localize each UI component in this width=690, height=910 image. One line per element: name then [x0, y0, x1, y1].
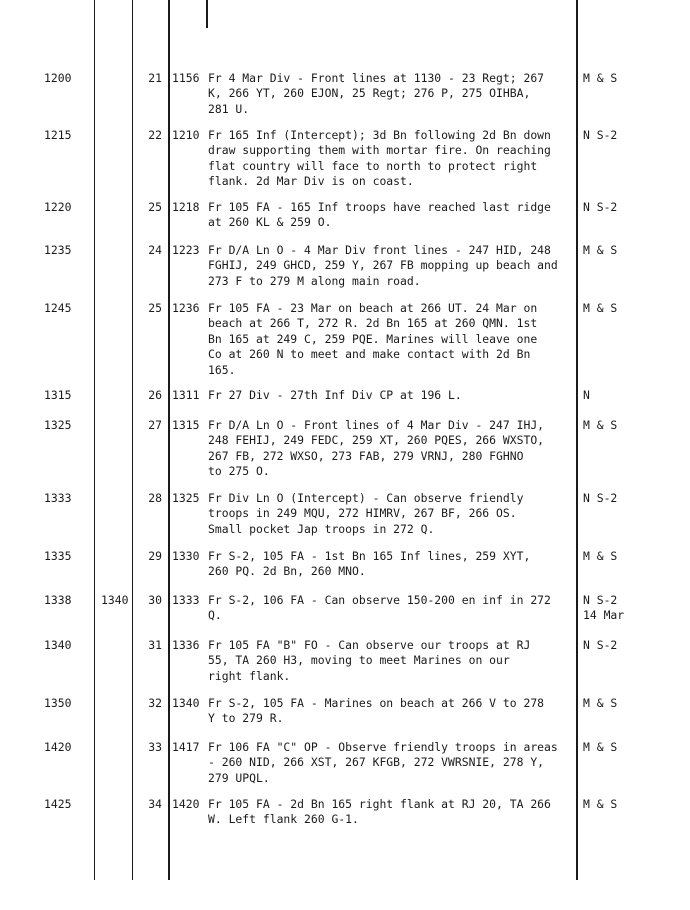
entry-text: Fr S-2, 106 FA - Can observe 150-200 en inf in 272 Q. — [208, 593, 551, 623]
entry-distribution: N S-2 — [583, 200, 618, 214]
entry-ref-time: 1417 — [172, 740, 200, 754]
entry-alt-time: 1340 — [101, 593, 129, 607]
rule-alt — [132, 0, 133, 880]
entry-distribution: N S-2 14 Mar — [583, 593, 625, 623]
entry-number: 22 — [148, 128, 162, 142]
entry-text: Fr 165 Inf (Intercept); 3d Bn following 2d Bn down draw supporting them with mortar fire. On reaching flat country will face to north to protect right flank. 2d Mar Div is on coast. — [208, 128, 551, 189]
entry-distribution: M & S — [583, 696, 618, 710]
entry-time: 1315 — [44, 388, 72, 402]
entry-ref-time: 1218 — [172, 200, 200, 214]
entry-text: Fr Div Ln O (Intercept) - Can observe friendly troops in 249 MQU, 272 HIMRV, 267 BF, 266 OS. Small pocket Jap troops in 272 Q. — [208, 491, 524, 536]
entry-ref-time: 1420 — [172, 797, 200, 811]
entry-text: Fr S-2, 105 FA - Marines on beach at 266 V to 278 Y to 279 R. — [208, 696, 545, 726]
entry-time: 1200 — [44, 71, 72, 85]
entry-time: 1245 — [44, 301, 72, 315]
entry-ref-time: 1311 — [172, 388, 200, 402]
entry-distribution: M & S — [583, 243, 618, 257]
entry-ref-time: 1340 — [172, 696, 200, 710]
entry-number: 32 — [148, 696, 162, 710]
entry-text: Fr D/A Ln O - 4 Mar Div front lines - 247 HID, 248 FGHIJ, 249 GHCD, 259 Y, 267 FB mopping up beach and 273 F to 279 M along main road. — [208, 243, 558, 288]
entry-distribution: M & S — [583, 549, 618, 563]
entry-text: Fr S-2, 105 FA - 1st Bn 165 Inf lines, 259 XYT, 260 PQ. 2d Bn, 260 MNO. — [208, 549, 531, 579]
entry-number: 31 — [148, 638, 162, 652]
entry-text: Fr 106 FA "C" OP - Observe friendly troops in areas - 260 NID, 266 XST, 267 KFGB, 272 VWRSNIE, 278 Y, 279 UPQL. — [208, 740, 558, 785]
entry-number: 21 — [148, 71, 162, 85]
entry-time: 1325 — [44, 418, 72, 432]
entry-ref-time: 1236 — [172, 301, 200, 315]
entry-ref-time: 1330 — [172, 549, 200, 563]
entry-number: 30 — [148, 593, 162, 607]
entry-number: 33 — [148, 740, 162, 754]
entry-ref-time: 1210 — [172, 128, 200, 142]
rule-ref — [168, 0, 170, 880]
entry-time: 1338 — [44, 593, 72, 607]
entry-time: 1333 — [44, 491, 72, 505]
entry-text: Fr D/A Ln O - Front lines of 4 Mar Div - 247 IHJ, 248 FEHIJ, 249 FEDC, 259 XT, 260 PQES, 266 WXSTO, 267 FB, 272 WXSO, 273 FAB, 279 VRNJ, 280 FGHNO to 275 O. — [208, 418, 545, 479]
entry-distribution: M & S — [583, 418, 618, 432]
entry-text: Fr 4 Mar Div - Front lines at 1130 - 23 Regt; 267 K, 266 YT, 260 EJON, 25 Regt; 276 P, 275 OIHBA, 281 U. — [208, 71, 545, 116]
entry-time: 1350 — [44, 696, 72, 710]
entry-ref-time: 1325 — [172, 491, 200, 505]
entry-ref-time: 1333 — [172, 593, 200, 607]
entry-number: 24 — [148, 243, 162, 257]
entry-number: 25 — [148, 301, 162, 315]
entry-distribution: M & S — [583, 740, 618, 754]
entry-text: Fr 105 FA "B" FO - Can observe our troops at RJ 55, TA 260 H3, moving to meet Marines on our right flank. — [208, 638, 531, 683]
rule-left — [94, 0, 95, 880]
rule-top-tick — [206, 0, 208, 28]
entry-distribution: M & S — [583, 301, 618, 315]
entry-ref-time: 1336 — [172, 638, 200, 652]
entry-time: 1420 — [44, 740, 72, 754]
entry-time: 1235 — [44, 243, 72, 257]
entry-distribution: N S-2 — [583, 638, 618, 652]
entry-number: 26 — [148, 388, 162, 402]
entry-distribution: M & S — [583, 71, 618, 85]
entry-time: 1220 — [44, 200, 72, 214]
entry-distribution: N S-2 — [583, 491, 618, 505]
entry-ref-time: 1315 — [172, 418, 200, 432]
entry-number: 34 — [148, 797, 162, 811]
entry-number: 27 — [148, 418, 162, 432]
entry-number: 29 — [148, 549, 162, 563]
entry-number: 28 — [148, 491, 162, 505]
entry-distribution: N — [583, 388, 590, 402]
entry-ref-time: 1156 — [172, 71, 200, 85]
entry-time: 1215 — [44, 128, 72, 142]
entry-text: Fr 105 FA - 2d Bn 165 right flank at RJ 20, TA 266 W. Left flank 260 G-1. — [208, 797, 551, 827]
entry-distribution: N S-2 — [583, 128, 618, 142]
entry-text: Fr 105 FA - 23 Mar on beach at 266 UT. 24 Mar on beach at 266 T, 272 R. 2d Bn 165 at 260 QMN. 1st Bn 165 at 249 C, 259 PQE. Marines will leave one Co at 260 N to meet and make contact with 2d Bn 165. — [208, 301, 538, 377]
entry-distribution: M & S — [583, 797, 618, 811]
entry-text: Fr 105 FA - 165 Inf troops have reached last ridge at 260 KL & 259 O. — [208, 200, 551, 230]
entry-number: 25 — [148, 200, 162, 214]
entry-text: Fr 27 Div - 27th Inf Div CP at 196 L. — [208, 388, 462, 402]
entry-ref-time: 1223 — [172, 243, 200, 257]
entry-time: 1340 — [44, 638, 72, 652]
entry-time: 1335 — [44, 549, 72, 563]
entry-time: 1425 — [44, 797, 72, 811]
